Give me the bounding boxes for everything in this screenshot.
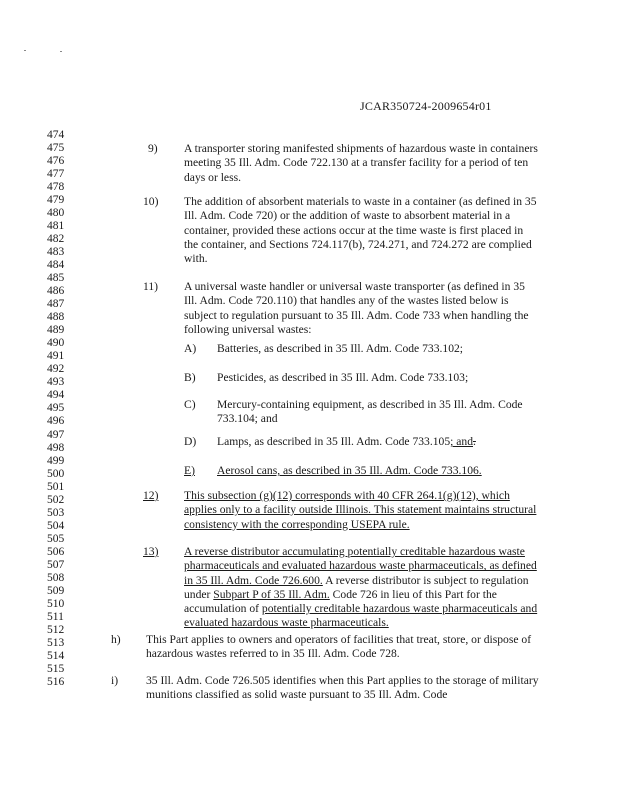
- sub-b-label: B): [184, 371, 196, 384]
- line-number: 474: [47, 129, 65, 141]
- sub-d-inserted-text: ; and: [450, 435, 473, 448]
- line-number: 502: [47, 493, 65, 506]
- document-id: JCAR350724-2009654r01: [360, 99, 492, 113]
- line-number: 498: [47, 441, 65, 454]
- line-number: 486: [47, 285, 65, 298]
- subsection-h-text: This Part applies to owners and operators of facilities that treat, store, or dispose of hazardous wastes referred to in 35 Ill. Adm. Code 728.: [146, 633, 532, 661]
- item-13-underlined-1: A reverse distributor accumulating potentially creditable hazardous waste pharmaceuticals and evaluated hazardous waste pharmaceuticals, as defined in 35 Ill. Adm. Code 726.600.: [184, 545, 537, 587]
- line-number: 480: [47, 207, 65, 220]
- line-number: 501: [47, 480, 65, 493]
- item-13-plain-2: Code 726 in lieu of this Part for the accumulation of: [184, 587, 497, 616]
- item-13-text: [184, 545, 540, 631]
- line-number: 481: [47, 220, 65, 233]
- scan-speck: [60, 51, 62, 52]
- line-number: 513: [47, 636, 65, 649]
- line-number: 500: [47, 467, 65, 480]
- item-11-label: 11): [143, 280, 159, 293]
- sub-a-text: Batteries, as described in 35 Ill. Adm. Code 733.102;: [217, 342, 464, 355]
- sub-d-main-text: Lamps, as described in 35 Ill. Adm. Code 733.105: [217, 435, 451, 448]
- sub-d-label: D): [184, 435, 197, 448]
- line-number: 515: [47, 662, 65, 675]
- sub-d-text: [217, 435, 547, 449]
- line-number: 506: [47, 545, 65, 558]
- line-number: 499: [47, 454, 65, 467]
- line-number: 509: [47, 584, 65, 597]
- line-number: 508: [47, 571, 65, 584]
- sub-e-label: E): [184, 464, 195, 477]
- sub-e-text: Aerosol cans, as described in 35 Ill. Adm. Code 733.106.: [217, 464, 482, 477]
- line-number: 488: [47, 311, 65, 324]
- line-number: 483: [47, 246, 65, 259]
- sub-b-text: Pesticides, as described in 35 Ill. Adm. Code 733.103;: [217, 371, 469, 384]
- scan-speck: [24, 50, 26, 51]
- line-number: 489: [47, 324, 65, 337]
- line-number: 504: [47, 519, 65, 532]
- line-number: 507: [47, 558, 65, 571]
- line-number: 495: [47, 402, 65, 415]
- line-number: 487: [47, 298, 65, 311]
- line-number: 494: [47, 389, 65, 402]
- subsection-i-text: 35 Ill. Adm. Code 726.505 identifies when this Part applies to the storage of military munitions classified as solid waste pursuant to 35 Ill. Adm. Code: [146, 674, 539, 702]
- line-number: 496: [47, 415, 65, 428]
- line-number: 492: [47, 363, 65, 376]
- line-number: 511: [47, 610, 64, 623]
- item-10-text: The addition of absorbent materials to waste in a container (as defined in 35 Ill. Adm. Code 720) or the addition of waste to absorbent material in a container, provided these actions occur at the time waste is first placed in the container, and Sections 724.117(b), 724.271, and 724.272 are complied with.: [184, 195, 537, 266]
- subsection-i-label: i): [111, 674, 119, 687]
- line-number: 477: [47, 168, 65, 181]
- line-number: 514: [47, 649, 65, 662]
- item-12-text: This subsection (g)(12) corresponds with 40 CFR 264.1(g)(12), which applies only to a facility outside Illinois. This statement maintains structural consistency with the corresponding USEPA rule.: [184, 489, 537, 531]
- sub-a-label: A): [184, 342, 197, 355]
- line-number: 493: [47, 376, 65, 389]
- sub-c-text: Mercury-containing equipment, as described in 35 Ill. Adm. Code 733.104; and: [217, 398, 523, 426]
- item-9-label: 9): [148, 142, 158, 155]
- line-number: 516: [47, 675, 65, 688]
- line-number: 482: [47, 233, 65, 246]
- item-13-plain-1: A reverse distributor is subject to regulation under: [184, 573, 529, 601]
- subsection-h-label: h): [111, 633, 121, 646]
- item-10-label: 10): [143, 195, 159, 208]
- item-13-underlined-2: Subpart P of 35 Ill. Adm.: [213, 587, 330, 601]
- line-number: 479: [47, 194, 65, 207]
- item-13-underlined-3: potentially creditable hazardous waste pharmaceuticals and evaluated hazardous waste pharmaceuticals.: [184, 602, 538, 630]
- line-number: 510: [47, 597, 65, 610]
- line-number: 478: [47, 181, 65, 194]
- line-number: 490: [47, 337, 65, 350]
- line-number: 475: [47, 142, 65, 154]
- line-number: 476: [47, 155, 65, 167]
- line-number: 512: [47, 623, 65, 636]
- line-number: 484: [47, 259, 65, 272]
- line-number: 505: [47, 532, 65, 545]
- line-number: 497: [47, 428, 65, 441]
- sub-c-label: C): [184, 398, 196, 411]
- item-9-text: A transporter storing manifested shipments of hazardous waste in containers meeting 35 Ill. Adm. Code 722.130 at a transfer facility for a period of ten days or less.: [184, 142, 538, 184]
- item-12-label: 12): [143, 489, 159, 502]
- line-number: 485: [47, 272, 65, 285]
- item-13-label: 13): [143, 545, 159, 558]
- line-number: 503: [47, 506, 65, 519]
- line-number: 491: [47, 350, 65, 363]
- sub-d-deleted-text: .: [473, 435, 476, 448]
- item-11-text: A universal waste handler or universal waste transporter (as defined in 35 Ill. Adm. Code 720.110) that handles any of the wastes listed below is subject to regulation pursuant to 35 Ill. Adm. Code 733 when handling the following universal wastes:: [184, 280, 529, 336]
